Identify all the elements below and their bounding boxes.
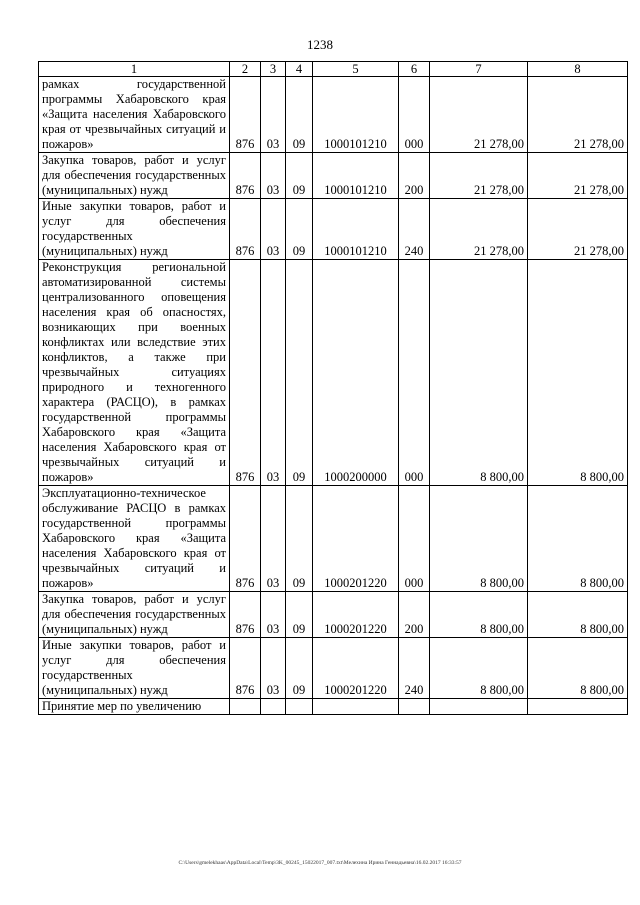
- table-row: [39, 699, 628, 715]
- cell-amount: 8 800,00: [430, 638, 528, 699]
- cell-expense-type: 200: [399, 153, 430, 199]
- cell-amount: 8 800,00: [430, 260, 528, 486]
- cell-subsection: 09: [286, 592, 313, 638]
- cell-target-article: 1000201220: [313, 486, 399, 592]
- cell-target-article: 1000201220: [313, 592, 399, 638]
- budget-table: [38, 61, 628, 715]
- file-path-footer: C:\Users\gmelekhaas\AppData\Local\Temp\3K_00245_15022017_007.txt\Мелехина Ирина Геннадьевна\16.02.2017 16:33:57: [178, 860, 462, 866]
- cell-code: 876: [230, 260, 261, 486]
- cell-expense-type: 000: [399, 486, 430, 592]
- cell-section: 03: [261, 199, 286, 260]
- cell-code: 876: [230, 77, 261, 153]
- cell-subsection: 09: [286, 638, 313, 699]
- column-header: 8: [528, 62, 628, 77]
- cell-amount: 21 278,00: [430, 199, 528, 260]
- cell-code: 876: [230, 638, 261, 699]
- cell-section: 03: [261, 260, 286, 486]
- row-name: Закупка товаров, работ и услуг для обеспечения государственных (муниципальных) нужд: [39, 153, 230, 199]
- column-header: 3: [261, 62, 286, 77]
- column-header: 7: [430, 62, 528, 77]
- table-row: [39, 153, 628, 199]
- cell-subsection: 09: [286, 153, 313, 199]
- cell-expense-type: 240: [399, 638, 430, 699]
- cell-target-article: 1000201220: [313, 638, 399, 699]
- column-header: 1: [39, 62, 230, 77]
- table-header-row: [39, 62, 628, 77]
- cell-amount: 21 278,00: [528, 153, 628, 199]
- cell-amount: 8 800,00: [528, 486, 628, 592]
- cell-amount: 21 278,00: [528, 199, 628, 260]
- cell-expense-type: 000: [399, 77, 430, 153]
- cell-code: 876: [230, 153, 261, 199]
- cell-amount: 8 800,00: [430, 592, 528, 638]
- cell-subsection: 09: [286, 486, 313, 592]
- cell-code: 876: [230, 486, 261, 592]
- table-row: [39, 486, 628, 592]
- cell-amount: 21 278,00: [528, 77, 628, 153]
- table-row: [39, 199, 628, 260]
- row-name: Эксплуатационно-техническое обслуживание РАСЦО в рамках государственной программы Хабаровского края «Защита населения Хабаровского края от чрезвычайных ситуаций и пожаров»: [39, 486, 230, 592]
- column-header: 6: [399, 62, 430, 77]
- cell-amount: 8 800,00: [528, 638, 628, 699]
- cell-target-article: 1000101210: [313, 199, 399, 260]
- column-header: 5: [313, 62, 399, 77]
- cell-amount: 21 278,00: [430, 153, 528, 199]
- cell-code: [230, 699, 261, 715]
- cell-amount: 8 800,00: [430, 486, 528, 592]
- cell-section: 03: [261, 638, 286, 699]
- cell-expense-type: 200: [399, 592, 430, 638]
- column-header: 2: [230, 62, 261, 77]
- cell-amount: 8 800,00: [528, 592, 628, 638]
- row-name: Закупка товаров, работ и услуг для обеспечения государственных (муниципальных) нужд: [39, 592, 230, 638]
- cell-section: 03: [261, 486, 286, 592]
- table-row: [39, 638, 628, 699]
- cell-target-article: 1000200000: [313, 260, 399, 486]
- cell-target-article: 1000101210: [313, 77, 399, 153]
- row-name: Принятие мер по увеличению: [39, 699, 230, 715]
- cell-code: 876: [230, 199, 261, 260]
- cell-subsection: 09: [286, 199, 313, 260]
- cell-target-article: [313, 699, 399, 715]
- cell-expense-type: [399, 699, 430, 715]
- table-row: [39, 260, 628, 486]
- cell-amount: 8 800,00: [528, 260, 628, 486]
- row-name: Иные закупки товаров, работ и услуг для обеспечения государственных (муниципальных) нужд: [39, 638, 230, 699]
- page-number: 1238: [307, 37, 333, 52]
- cell-subsection: 09: [286, 260, 313, 486]
- column-header: 4: [286, 62, 313, 77]
- cell-expense-type: 000: [399, 260, 430, 486]
- table-row: [39, 77, 628, 153]
- cell-amount: [430, 699, 528, 715]
- table-row: [39, 592, 628, 638]
- row-name: Реконструкция региональной автоматизированной системы централизованного оповещения населения края об опасностях, возникающих при военных конфликтах или вследствие этих конфликтов, а также при чрезвычайных ситуациях природного и техногенного характера (РАСЦО), в рамках государственной программы Хабаровского края «Защита населения Хабаровского края от чрезвычайных ситуаций и пожаров»: [39, 260, 230, 486]
- row-name: рамках государственной программы Хабаровского края «Защита населения Хабаровского края от чрезвычайных ситуаций и пожаров»: [39, 77, 230, 153]
- cell-code: 876: [230, 592, 261, 638]
- cell-subsection: [286, 699, 313, 715]
- cell-section: 03: [261, 153, 286, 199]
- row-name: Иные закупки товаров, работ и услуг для обеспечения государственных (муниципальных) нужд: [39, 199, 230, 260]
- cell-section: [261, 699, 286, 715]
- cell-section: 03: [261, 592, 286, 638]
- cell-target-article: 1000101210: [313, 153, 399, 199]
- cell-section: 03: [261, 77, 286, 153]
- cell-amount: [528, 699, 628, 715]
- cell-expense-type: 240: [399, 199, 430, 260]
- cell-subsection: 09: [286, 77, 313, 153]
- cell-amount: 21 278,00: [430, 77, 528, 153]
